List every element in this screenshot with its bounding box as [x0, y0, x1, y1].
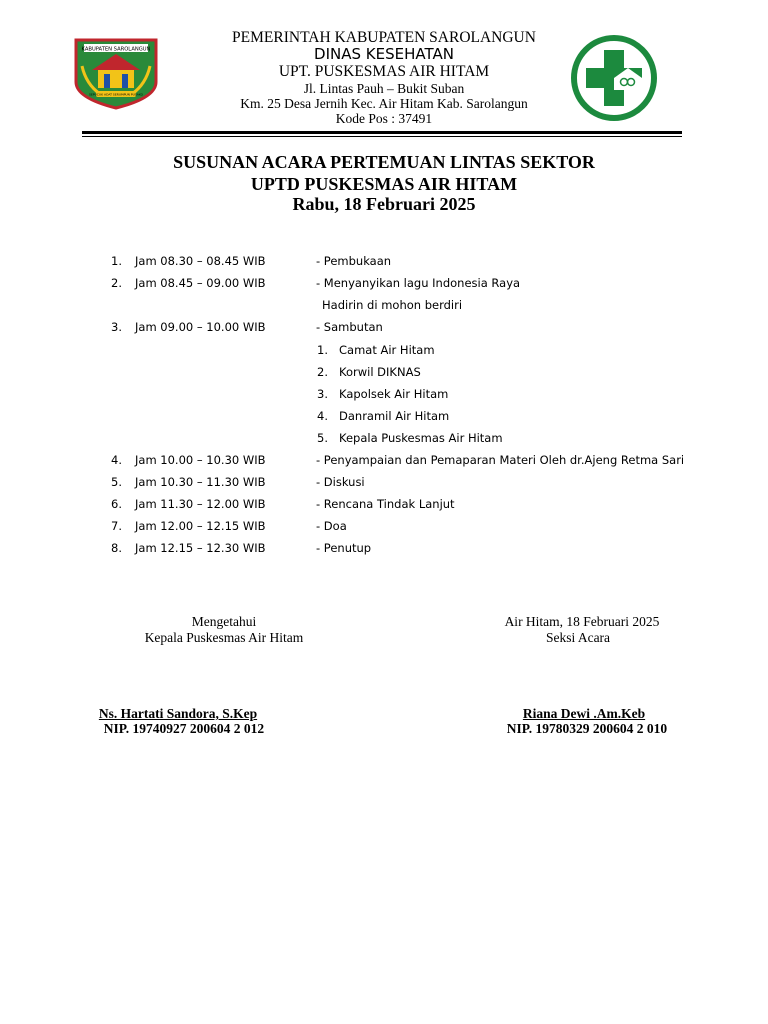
signature-right-position: Seksi Acara — [545, 630, 611, 645]
item-number: 3. — [111, 320, 122, 334]
document-subtitle: UPTD PUSKESMAS AIR HITAM — [250, 174, 518, 194]
item-number: 4. — [111, 453, 122, 467]
sambutan-name: Kapolsek Air Hitam — [339, 387, 449, 401]
item-note: Hadirin di mohon berdiri — [322, 298, 463, 312]
signature-right-name: Riana Dewi .Am.Keb — [522, 706, 646, 721]
logo-caption: KABUPATEN SAROLANGUN — [81, 46, 151, 53]
signature-left-nip: NIP. 19740927 200604 2 012 — [103, 721, 265, 736]
item-activity: - Doa — [316, 519, 347, 533]
item-time: Jam 11.30 – 12.00 WIB — [135, 497, 266, 511]
item-time: Jam 12.00 – 12.15 WIB — [135, 519, 266, 533]
letterhead-unit: UPT. PUSKESMAS AIR HITAM — [278, 63, 490, 80]
item-time: Jam 08.30 – 08.45 WIB — [135, 254, 266, 268]
document-date: Rabu, 18 Februari 2025 — [292, 194, 476, 214]
item-activity: - Penutup — [316, 541, 372, 555]
letterhead-postcode: Kode Pos : 37491 — [335, 111, 433, 126]
sambutan-number: 5. — [317, 431, 328, 445]
sambutan-name: Camat Air Hitam — [339, 343, 435, 357]
letterhead-department: DINAS KESEHATAN — [314, 45, 454, 63]
letterhead-government: PEMERINTAH KABUPATEN SAROLANGUN — [232, 29, 536, 46]
item-activity: - Sambutan — [316, 320, 383, 334]
sambutan-name: Korwil DIKNAS — [339, 365, 421, 379]
item-number: 7. — [111, 519, 122, 533]
item-activity: - Menyanyikan lagu Indonesia Raya — [316, 276, 521, 290]
signature-left-heading: Mengetahui — [191, 614, 257, 629]
sambutan-number: 3. — [317, 387, 328, 401]
sambutan-number: 1. — [317, 343, 328, 357]
item-activity: - Penyampaian dan Pemaparan Materi Oleh dr.Ajeng Retma Sari — [316, 453, 685, 467]
signature-right-nip: NIP. 19780329 200604 2 010 — [506, 721, 668, 736]
sambutan-number: 4. — [317, 409, 328, 423]
item-number: 1. — [111, 254, 122, 268]
item-activity: - Rencana Tindak Lanjut — [316, 497, 455, 511]
item-time: Jam 12.15 – 12.30 WIB — [135, 541, 266, 555]
item-number: 8. — [111, 541, 122, 555]
document-title: SUSUNAN ACARA PERTEMUAN LINTAS SEKTOR — [173, 152, 595, 172]
item-time: Jam 08.45 – 09.00 WIB — [135, 276, 266, 290]
item-number: 5. — [111, 475, 122, 489]
letterhead-address: Km. 25 Desa Jernih Kec. Air Hitam Kab. Sarolangun — [240, 96, 528, 111]
sambutan-name: Danramil Air Hitam — [339, 409, 450, 423]
letterhead-rule-thick — [82, 131, 682, 134]
item-number: 2. — [111, 276, 122, 290]
letterhead-street: Jl. Lintas Pauh – Bukit Suban — [303, 81, 465, 96]
signature-left-name: Ns. Hartati Sandora, S.Kep — [98, 706, 258, 721]
item-number: 6. — [111, 497, 122, 511]
logo-motto: SEPUCUK ADAT SERUMPUN PUSAKO — [89, 92, 143, 97]
item-activity: - Diskusi — [316, 475, 365, 489]
item-time: Jam 10.30 – 11.30 WIB — [135, 475, 266, 489]
sambutan-name: Kepala Puskesmas Air Hitam — [339, 431, 503, 445]
signature-left-position: Kepala Puskesmas Air Hitam — [144, 630, 304, 645]
item-time: Jam 10.00 – 10.30 WIB — [135, 453, 266, 467]
item-activity: - Pembukaan — [316, 254, 392, 268]
letterhead-rule-thin — [82, 136, 682, 137]
signature-right-place-date: Air Hitam, 18 Februari 2025 — [504, 614, 660, 629]
item-time: Jam 09.00 – 10.00 WIB — [135, 320, 266, 334]
sambutan-number: 2. — [317, 365, 328, 379]
